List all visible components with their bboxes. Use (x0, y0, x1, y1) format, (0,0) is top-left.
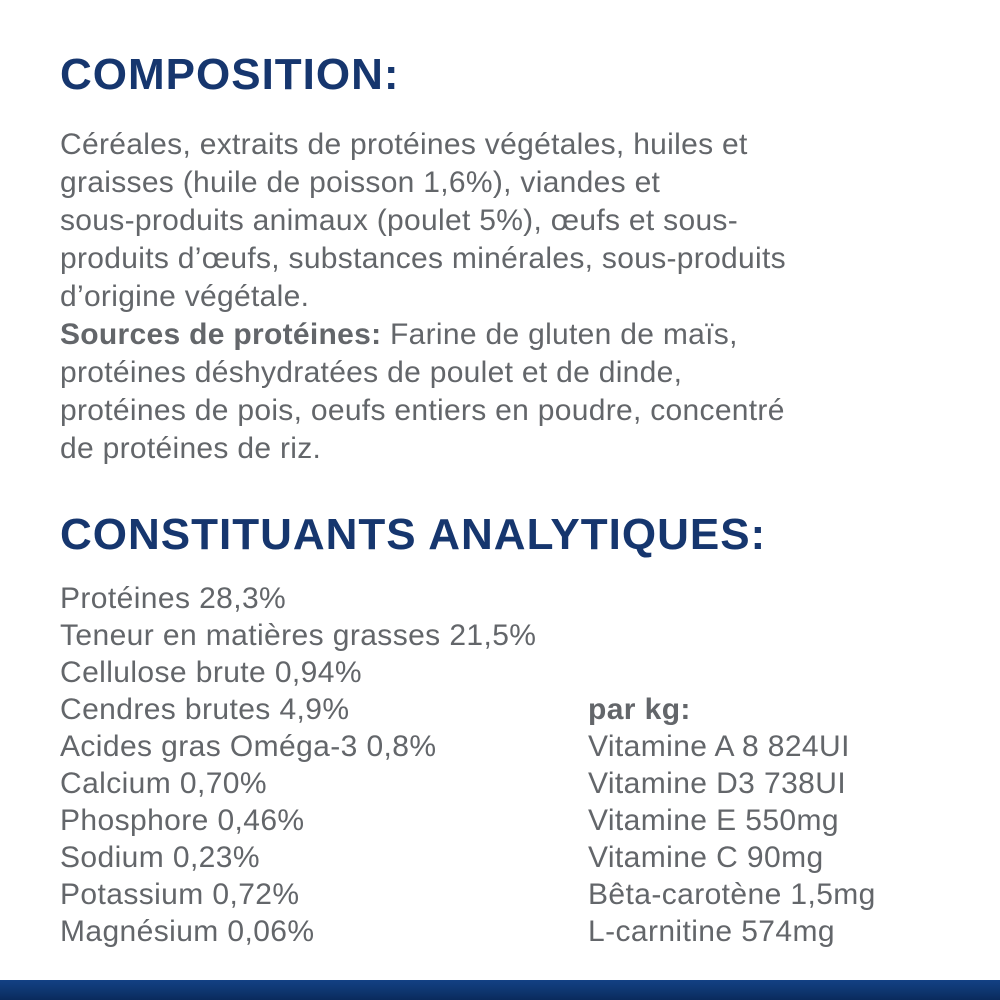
analytic-item: Potassium 0,72% (60, 878, 300, 911)
composition-line: d’origine végétale. (60, 280, 310, 313)
per-kg-list (588, 728, 876, 950)
analytic-item: Teneur en matières grasses 21,5% (60, 619, 537, 652)
sources-text-line: protéines déshydratées de poulet et de dinde, (60, 356, 683, 389)
bottom-bar (0, 980, 1000, 1000)
sources-text-line: de protéines de riz. (60, 432, 322, 465)
analytic-item: Magnésium 0,06% (60, 915, 315, 948)
composition-line: sous-produits animaux (poulet 5%), œufs et sous- (60, 204, 739, 237)
analytic-item: Phosphore 0,46% (60, 804, 305, 837)
per-kg-item: Bêta-carotène 1,5mg (588, 878, 876, 911)
analytic-item: Protéines 28,3% (60, 582, 287, 615)
per-kg-column (588, 691, 876, 950)
sources-first-line: Farine de gluten de maïs, (390, 318, 738, 351)
composition-heading: COMPOSITION: (60, 50, 400, 99)
analytics-heading: CONSTITUANTS ANALYTIQUES: (60, 510, 767, 559)
analytic-item: Cellulose brute 0,94% (60, 656, 362, 689)
analytic-item: Calcium 0,70% (60, 767, 267, 800)
analytic-item: Acides gras Oméga-3 0,8% (60, 730, 437, 763)
composition-paragraph (60, 126, 950, 468)
analytics-columns (60, 580, 1000, 962)
per-kg-item: Vitamine E 550mg (588, 804, 839, 837)
analytics-list (60, 580, 536, 950)
composition-line: Céréales, extraits de protéines végétales, huiles et (60, 128, 748, 161)
per-kg-item: Vitamine A 8 824UI (588, 730, 850, 763)
per-kg-label: par kg: (588, 693, 691, 726)
sources-label: Sources de protéines: (60, 318, 382, 351)
sources-line (60, 316, 950, 354)
per-kg-item: Vitamine C 90mg (588, 841, 824, 874)
sources-lines (60, 354, 950, 468)
composition-line: produits d’œufs, substances minérales, sous-produits (60, 242, 786, 275)
composition-line: graisses (huile de poisson 1,6%), viandes et (60, 166, 661, 199)
sources-text-line: protéines de pois, oeufs entiers en poudre, concentré (60, 394, 785, 427)
per-kg-item: L-carnitine 574mg (588, 915, 835, 948)
composition-lines (60, 126, 950, 316)
analytic-item: Cendres brutes 4,9% (60, 693, 350, 726)
analytic-item: Sodium 0,23% (60, 841, 260, 874)
per-kg-item: Vitamine D3 738UI (588, 767, 847, 800)
